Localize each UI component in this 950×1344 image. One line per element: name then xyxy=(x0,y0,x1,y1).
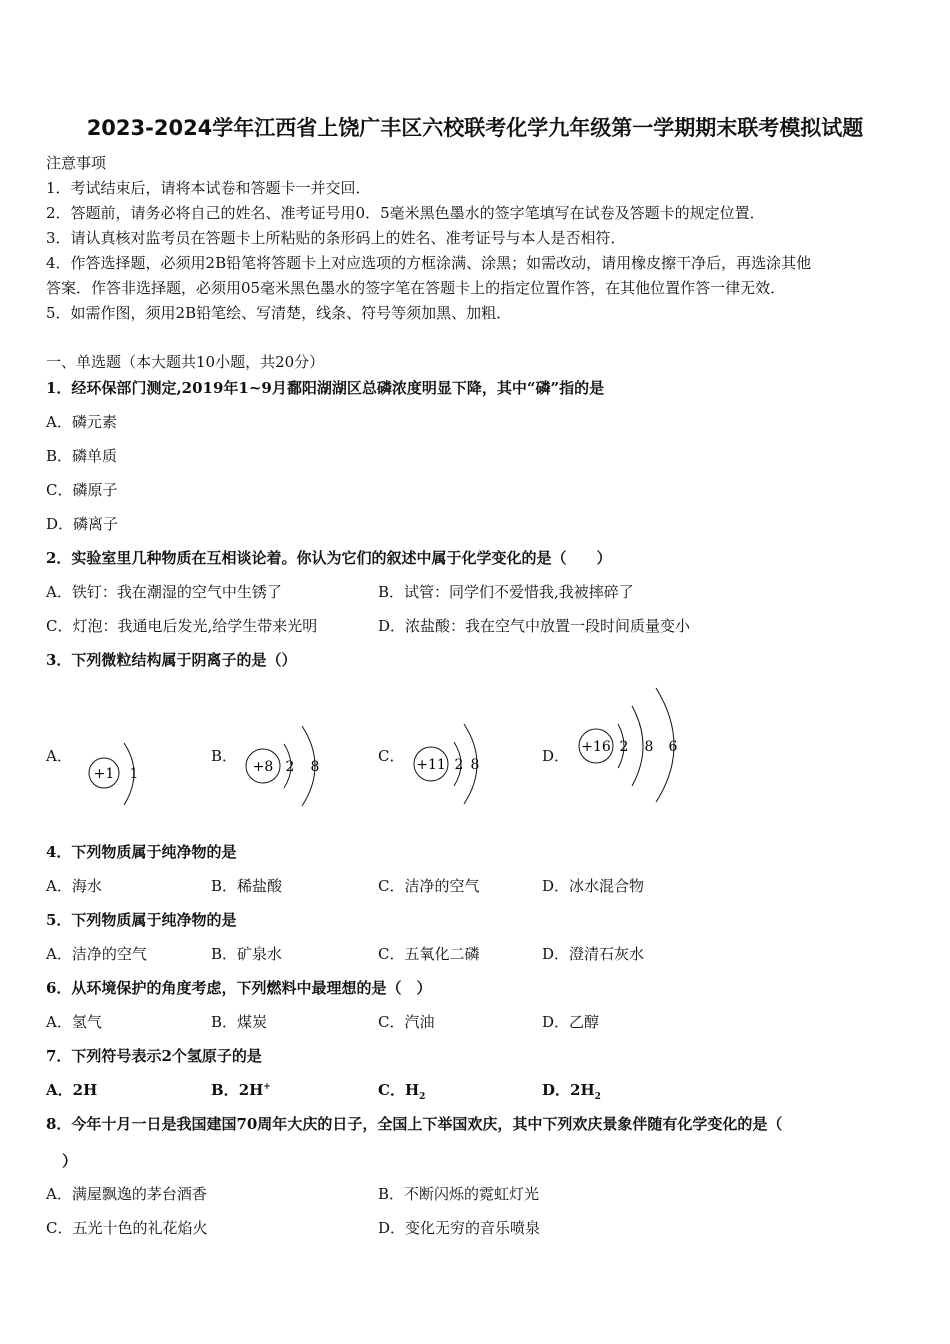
question-stem-continued: ） xyxy=(62,1152,78,1170)
option[interactable]: C．汽油 xyxy=(378,1013,435,1031)
question-stem: 5．下列物质属于纯净物的是 xyxy=(46,911,237,929)
ion-charge: + xyxy=(263,1082,271,1092)
option[interactable] xyxy=(211,1079,271,1100)
question-stem: 8．今年十月一日是我国建国70周年大庆的日子，全国上下举国欢庆，其中下列欢庆景象伴随有化学变化的是（ xyxy=(46,1115,783,1133)
option-label: C． xyxy=(378,1081,405,1099)
shell-electrons: 2 xyxy=(285,759,295,775)
notice-item: 3．请认真核对监考员在答题卡上所粘贴的条形码上的姓名、准考证号与本人是否相符． xyxy=(46,229,626,247)
option[interactable]: D．变化无穷的音乐喷泉 xyxy=(378,1219,541,1237)
nucleus-charge: +11 xyxy=(416,757,446,773)
notice-heading: 注意事项 xyxy=(46,154,107,172)
notice-item: 2．答题前，请务必将自己的姓名、准考证号用0．5毫米黑色墨水的签字笔填写在试卷及答题卡的规定位置． xyxy=(46,204,765,222)
notice-item: 1．考试结束后，请将本试卷和答题卡一并交回． xyxy=(46,179,371,197)
option[interactable]: C．五氧化二磷 xyxy=(378,945,480,963)
subscript: 2 xyxy=(594,1092,601,1102)
option[interactable]: B．不断闪烁的霓虹灯光 xyxy=(378,1185,540,1203)
option[interactable]: D．澄清石灰水 xyxy=(542,945,645,963)
notice-item: 答案．作答非选择题，必须用05毫米黑色墨水的签字笔在答题卡上的指定位置作答，在其他位置作答一律无效． xyxy=(46,279,786,297)
section-heading: 一、单选题（本大题共10小题，共20分） xyxy=(46,353,325,371)
notice-item: 4．作答选择题，必须用2B铅笔将答题卡上对应选项的方框涂满、涂黑；如需改动，请用橡皮擦干净后，再选涂其他 xyxy=(46,254,812,272)
option-label: B． xyxy=(211,1081,239,1099)
chemical-symbol: 2H xyxy=(238,1081,264,1099)
shell-electrons: 8 xyxy=(644,739,654,755)
option[interactable]: A．海水 xyxy=(46,877,102,895)
question-stem: 3．下列微粒结构属于阴离子的是（） xyxy=(46,651,297,669)
option[interactable]: C．灯泡：我通电后发光,给学生带来光明 xyxy=(46,617,318,635)
question-stem: 4．下列物质属于纯净物的是 xyxy=(46,843,237,861)
option[interactable]: C．磷原子 xyxy=(46,481,118,499)
question-stem: 7．下列符号表示2个氢原子的是 xyxy=(46,1047,262,1065)
question-stem: 6．从环境保护的角度考虑，下列燃料中最理想的是（ ） xyxy=(46,979,432,997)
nucleus-charge: +8 xyxy=(252,759,274,775)
question-stem: 1．经环保部门测定,2019年1~9月鄱阳湖湖区总磷浓度明显下降，其中“磷”指的是 xyxy=(46,379,605,397)
option[interactable] xyxy=(542,1079,601,1102)
option-label[interactable]: A． xyxy=(46,747,72,765)
option[interactable] xyxy=(378,1079,425,1102)
atom-structure-diagram xyxy=(84,735,164,819)
page-title: 2023-2024学年江西省上饶广丰区六校联考化学九年级第一学期期末联考模拟试题 xyxy=(86,116,864,140)
nucleus-charge: +1 xyxy=(93,766,115,782)
option[interactable]: D．磷离子 xyxy=(46,515,119,533)
option[interactable]: A．满屋飘逸的茅台酒香 xyxy=(46,1185,207,1203)
option[interactable]: B．煤炭 xyxy=(211,1013,268,1031)
shell-electrons: 2 xyxy=(454,757,464,773)
option[interactable]: B．试管：同学们不爱惜我,我被摔碎了 xyxy=(378,583,634,601)
question-stem: 2．实验室里几种物质在互相谈论着。你认为它们的叙述中属于化学变化的是（ ） xyxy=(46,549,612,567)
option[interactable]: D．冰水混合物 xyxy=(542,877,645,895)
option-label: D． xyxy=(542,1081,571,1099)
notice-item: 5．如需作图，须用2B铅笔绘、写清楚，线条、符号等须加黑、加粗． xyxy=(46,304,512,322)
option[interactable] xyxy=(46,1079,97,1100)
shell-electrons: 6 xyxy=(668,739,678,755)
atom-structure-diagram xyxy=(576,686,696,810)
chemical-symbol: 2H xyxy=(72,1081,98,1099)
option[interactable]: A．铁钉：我在潮湿的空气中生锈了 xyxy=(46,583,282,601)
option[interactable]: C．洁净的空气 xyxy=(378,877,480,895)
shell-electrons: 2 xyxy=(619,739,629,755)
nucleus-charge: +16 xyxy=(581,739,611,755)
option-label[interactable]: C． xyxy=(378,747,405,765)
option[interactable]: A．磷元素 xyxy=(46,413,117,431)
shell-electrons: 1 xyxy=(129,766,139,782)
option-label[interactable]: B． xyxy=(211,747,238,765)
atom-structure-diagram xyxy=(240,722,340,816)
option[interactable]: B．磷单质 xyxy=(46,447,118,465)
option[interactable]: D．浓盐酸：我在空气中放置一段时间质量变小 xyxy=(378,617,691,635)
option[interactable]: D．乙醇 xyxy=(542,1013,600,1031)
shell-electrons: 8 xyxy=(310,759,320,775)
option[interactable]: C．五光十色的礼花焰火 xyxy=(46,1219,208,1237)
option[interactable]: A．洁净的空气 xyxy=(46,945,147,963)
option-label[interactable]: D． xyxy=(542,747,570,765)
atom-structure-diagram xyxy=(408,720,508,814)
option-label: A． xyxy=(46,1081,73,1099)
option[interactable]: B．稀盐酸 xyxy=(211,877,283,895)
chemical-symbol: H xyxy=(404,1081,420,1099)
shell-electrons: 8 xyxy=(470,757,480,773)
option[interactable]: A．氢气 xyxy=(46,1013,102,1031)
option[interactable]: B．矿泉水 xyxy=(211,945,283,963)
subscript: 2 xyxy=(419,1092,426,1102)
chemical-symbol: 2H xyxy=(570,1081,595,1099)
